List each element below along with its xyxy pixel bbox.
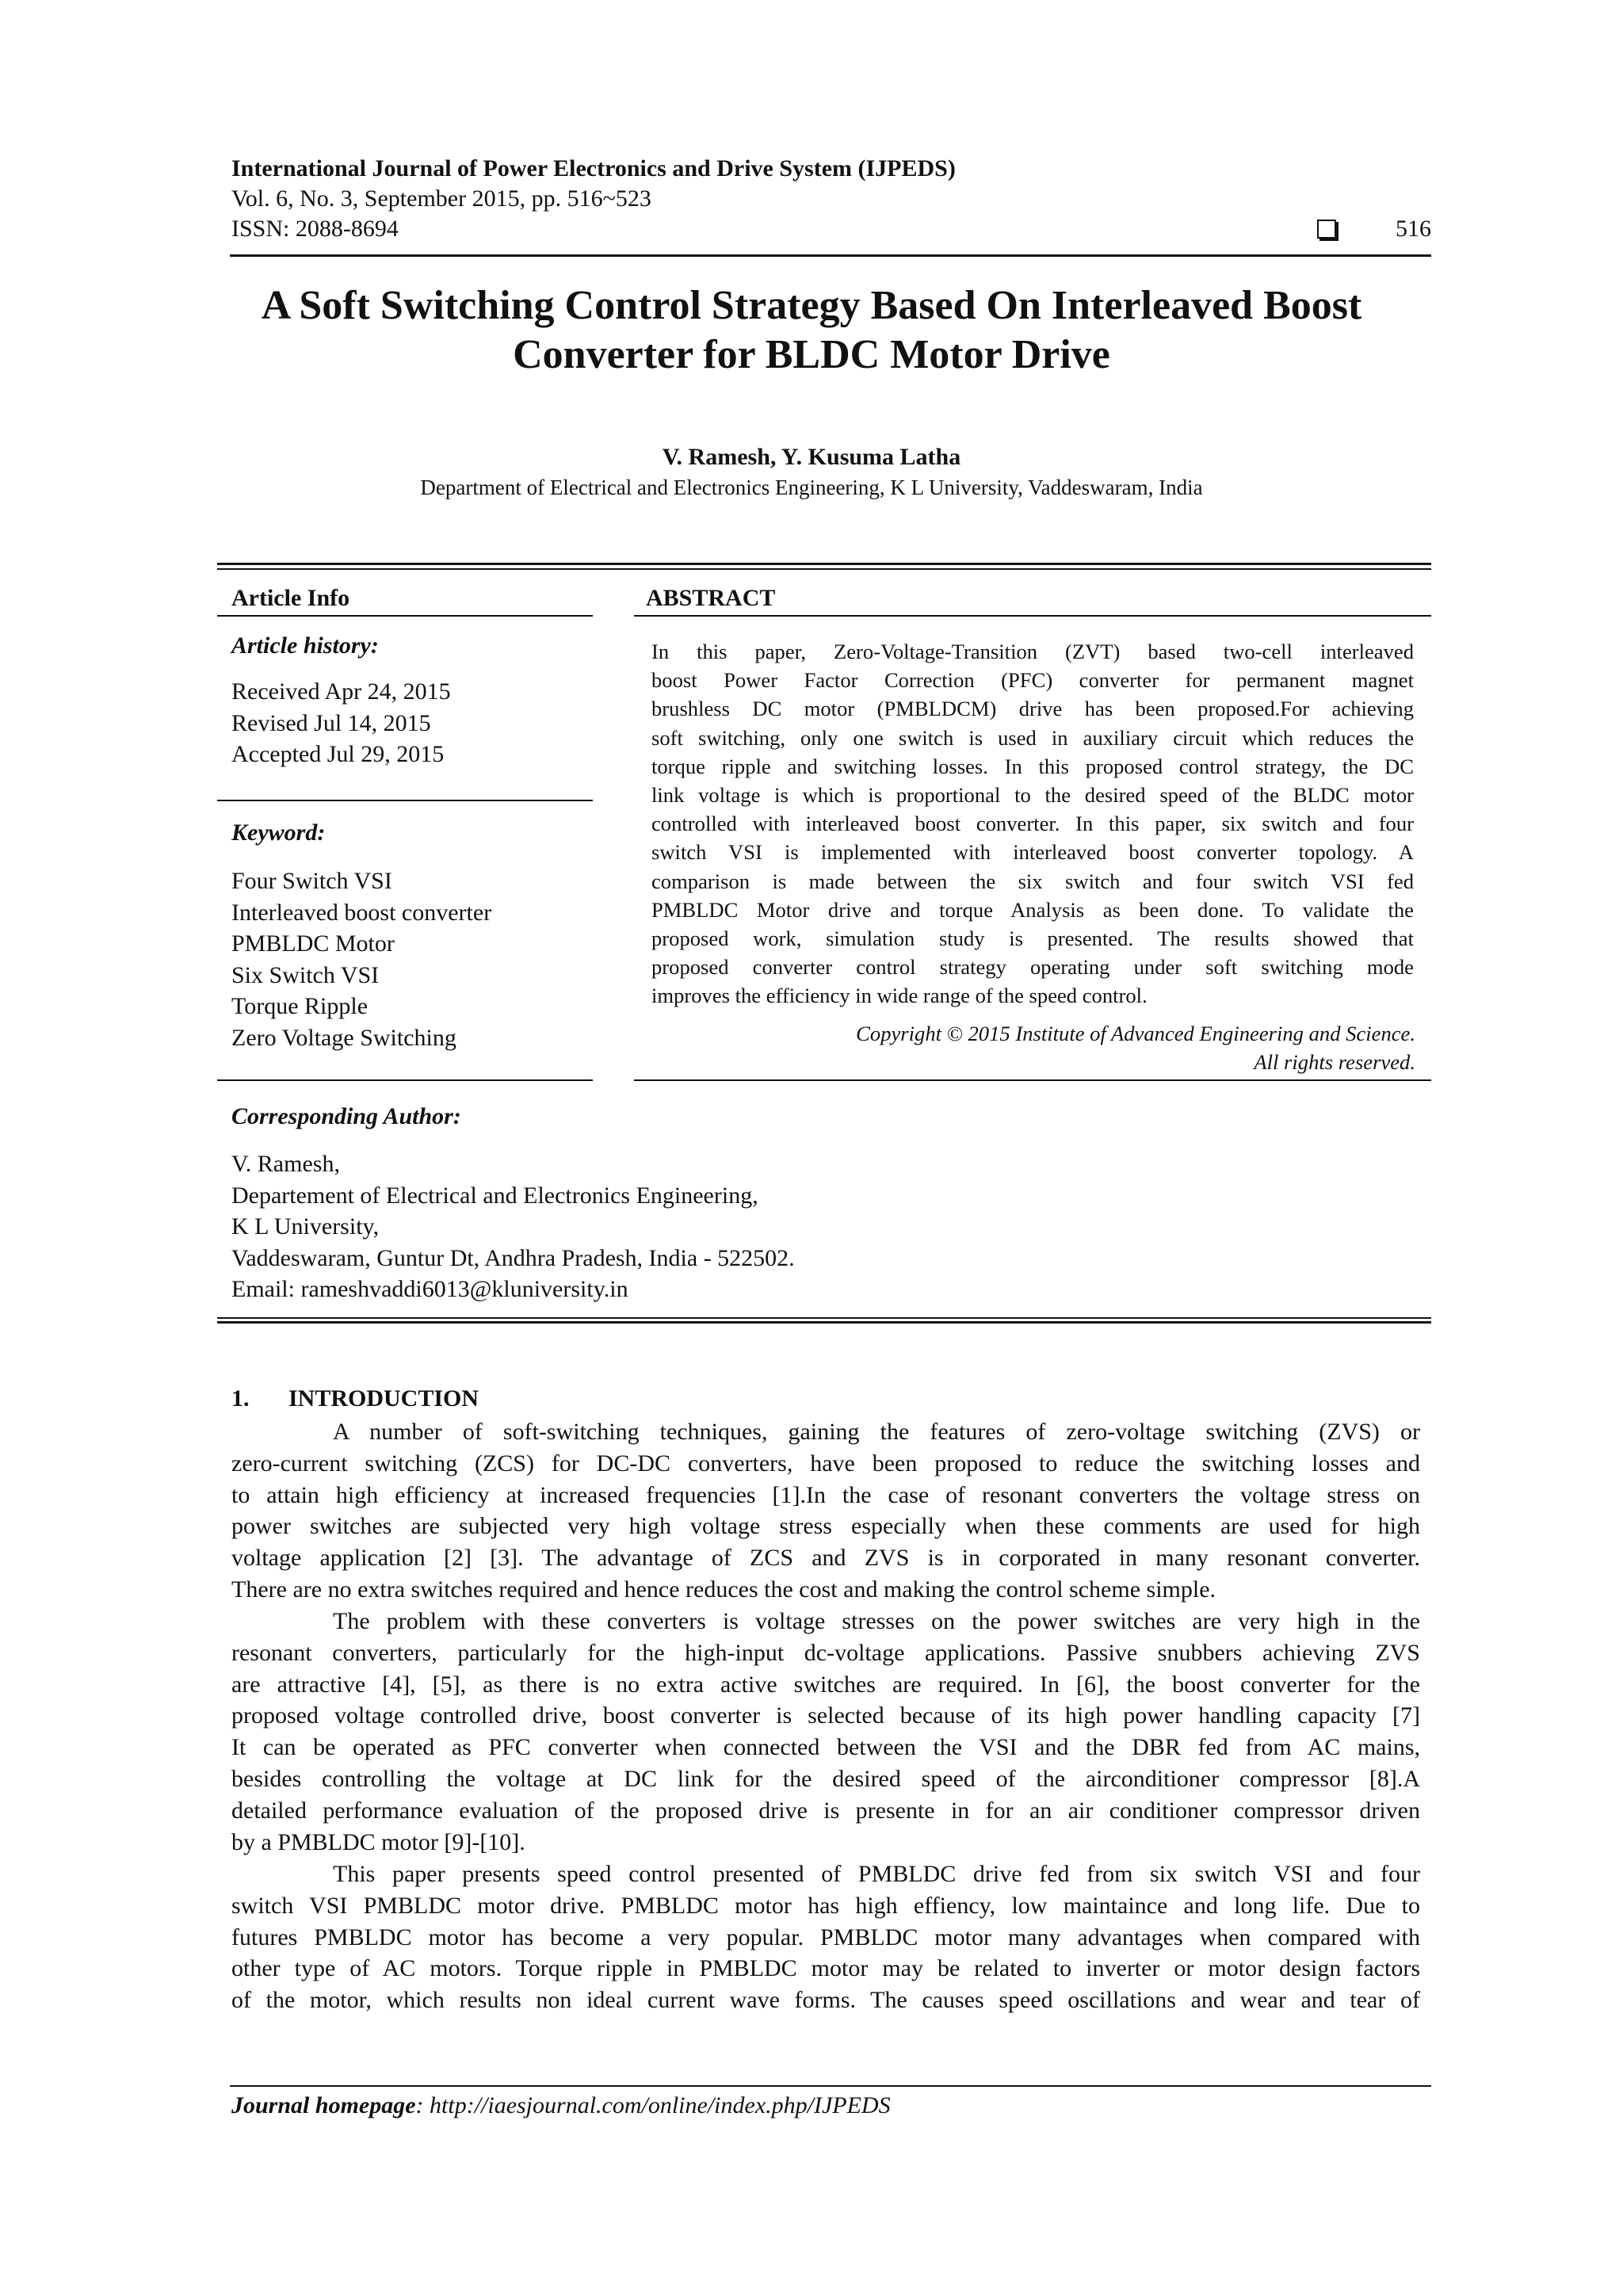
body-line: There are no extra switches required and hence reduces the cost and making the control scheme simple.	[231, 1576, 1216, 1603]
keyword-item: Zero Voltage Switching	[231, 1024, 456, 1051]
title-line-1: A Soft Switching Control Strategy Based On Interleaved Boost	[261, 283, 1362, 328]
abstract-line: boost Power Factor Correction (PFC) converter for permanent magnet	[651, 668, 1414, 693]
page-number: 516	[1396, 216, 1431, 242]
body-line: zero-current switching (ZCS) for DC-DC converters, have been proposed to reduce the switching losses and	[231, 1450, 1420, 1477]
intro-paragraph-1	[231, 1416, 1420, 1606]
intro-paragraph-2	[231, 1606, 1420, 1858]
abstract-line: In this paper, Zero-Voltage-Transition (ZVT) based two-cell interleaved	[651, 640, 1414, 663]
rights-line: All rights reserved.	[1254, 1050, 1415, 1074]
info-bottom-rule-2	[217, 1321, 1431, 1324]
corresponding-author-label: Corresponding Author:	[231, 1103, 461, 1129]
journal-name: International Journal of Power Electronics and Drive System (IJPEDS)	[231, 155, 956, 181]
body-line: voltage application [2] [3]. The advantage of ZCS and ZVS is in corporated in many resonant converter.	[231, 1545, 1420, 1572]
body-line: A number of soft-switching techniques, gaining the features of zero-voltage switching (ZVS) or	[333, 1419, 1420, 1445]
keyword-list	[231, 865, 491, 1053]
affiliation: Department of Electrical and Electronics Engineering, K L University, Vaddeswaram, India	[420, 476, 1203, 499]
author-email: Email: rameshvaddi6013@kluniversity.in	[231, 1276, 628, 1302]
keyword-label: Keyword:	[231, 819, 326, 846]
body-line: resonant converters, particularly for the high-input dc-voltage applications. Passive snubbers achieving ZVS	[231, 1639, 1420, 1666]
abstract-bottom-rule	[634, 1079, 1431, 1081]
body-line: power switches are subjected very high voltage stress especially when these comments are used for high	[231, 1513, 1420, 1540]
keyword-item: Interleaved boost converter	[231, 899, 492, 926]
abstract-line: comparison is made between the six switch and four switch VSI fed	[651, 869, 1414, 893]
title-line-2: Converter for BLDC Motor Drive	[513, 332, 1110, 377]
section-heading: INTRODUCTION	[288, 1385, 479, 1412]
body-line: by a PMBLDC motor [9]-[10].	[231, 1828, 525, 1855]
revised-date: Revised Jul 14, 2015	[231, 709, 431, 736]
intro-paragraph-3	[231, 1859, 1420, 2016]
keyword-item: Six Switch VSI	[231, 961, 380, 988]
body-line: proposed voltage controlled drive, boost converter is selected because of its high power handling capacity [7]	[231, 1702, 1420, 1729]
abstract-line: improves the efficiency in wide range of the speed control.	[651, 984, 1148, 1008]
article-history	[231, 676, 451, 770]
article-info-heading: Article Info	[231, 585, 350, 611]
homepage-link[interactable]: http://iaesjournal.com/online/index.php/IJPEDS	[430, 2092, 891, 2118]
journal-homepage	[231, 2092, 891, 2119]
author-university: K L University,	[231, 1213, 380, 1240]
corresponding-author-details	[231, 1148, 795, 1305]
header-rule	[230, 254, 1431, 257]
homepage-separator: :	[415, 2092, 430, 2118]
authors: V. Ramesh, Y. Kusuma Latha	[662, 444, 961, 470]
abstract-line: proposed converter control strategy operating under soft switching mode	[651, 955, 1414, 980]
homepage-label: Journal homepage	[231, 2092, 416, 2118]
article-history-label: Article history:	[231, 632, 379, 659]
info-top-rule-2	[217, 568, 1431, 570]
abstract-line: controlled with interleaved boost converter. In this paper, six switch and four	[651, 812, 1414, 836]
abstract-line: switch VSI is implemented with interleaved boost converter topology. A	[651, 840, 1414, 865]
body-line: futures PMBLDC motor has become a very popular. PMBLDC motor many advantages when compared with	[231, 1924, 1420, 1950]
abstract-line: proposed work, simulation study is presented. The results showed that	[651, 926, 1414, 951]
abstract-line: soft switching, only one switch is used in auxiliary circuit which reduces the	[651, 725, 1414, 750]
abstract-body	[651, 637, 1414, 1010]
received-date: Received Apr 24, 2015	[231, 678, 451, 705]
abstract-rule	[634, 615, 1431, 617]
keyword-item: Torque Ripple	[231, 993, 369, 1019]
keyword-item: PMBLDC Motor	[231, 930, 395, 957]
body-line: This paper presents speed control presented of PMBLDC drive fed from six switch VSI and four	[333, 1861, 1420, 1887]
history-rule	[217, 800, 593, 801]
article-info-rule	[217, 615, 593, 617]
body-line: detailed performance evaluation of the proposed drive is presente in for an air conditioner compressor driven	[231, 1797, 1420, 1824]
copyright-notice	[856, 1019, 1415, 1076]
info-top-rule	[217, 563, 1431, 565]
paper-title	[190, 281, 1433, 380]
accepted-date: Accepted Jul 29, 2015	[231, 741, 445, 767]
body-line: switch VSI PMBLDC motor drive. PMBLDC motor has high effiency, low maintaince and long life. Due to	[231, 1892, 1420, 1919]
abstract-heading: ABSTRACT	[646, 585, 776, 611]
abstract-line: link voltage is which is proportional to the desired speed of the BLDC motor	[651, 783, 1414, 808]
author-address: Vaddeswaram, Guntur Dt, Andhra Pradesh, India - 522502.	[231, 1244, 795, 1271]
body-line: besides controlling the voltage at DC link for the desired speed of the airconditioner compressor [8].A	[231, 1765, 1420, 1792]
volume-line: Vol. 6, No. 3, September 2015, pp. 516~523	[231, 185, 651, 212]
keyword-item: Four Switch VSI	[231, 868, 392, 894]
author-name: V. Ramesh,	[231, 1151, 340, 1177]
issn: ISSN: 2088-8694	[231, 216, 399, 242]
abstract-line: PMBLDC Motor drive and torque Analysis as been done. To validate the	[651, 897, 1414, 922]
body-line: other type of AC motors. Torque ripple in PMBLDC motor may be related to inverter or motor design factors	[231, 1955, 1420, 1982]
body-line: of the motor, which results non ideal current wave forms. The causes speed oscillations and wear and tear of	[231, 1987, 1420, 2014]
footer-rule	[230, 2085, 1431, 2087]
square-icon	[1317, 220, 1336, 239]
abstract-line: torque ripple and switching losses. In this proposed control strategy, the DC	[651, 754, 1414, 778]
body-line: are attractive [4], [5], as there is no extra active switches are required. In [6], the boost converter for the	[231, 1671, 1420, 1698]
section-number: 1.	[231, 1385, 250, 1412]
body-line: The problem with these converters is voltage stresses on the power switches are very high in the	[333, 1608, 1420, 1634]
copyright-line: Copyright © 2015 Institute of Advanced Engineering and Science.	[856, 1022, 1415, 1045]
body-line: to attain high efficiency at increased frequencies [1].In the case of resonant converters the voltage stress on	[231, 1481, 1420, 1508]
body-line: It can be operated as PFC converter when connected between the VSI and the DBR fed from AC mains,	[231, 1734, 1420, 1761]
author-department: Departement of Electrical and Electronics Engineering,	[231, 1182, 758, 1209]
keyword-rule	[217, 1079, 593, 1081]
abstract-line: brushless DC motor (PMBLDCM) drive has been proposed.For achieving	[651, 697, 1414, 721]
info-bottom-rule	[217, 1317, 1431, 1319]
